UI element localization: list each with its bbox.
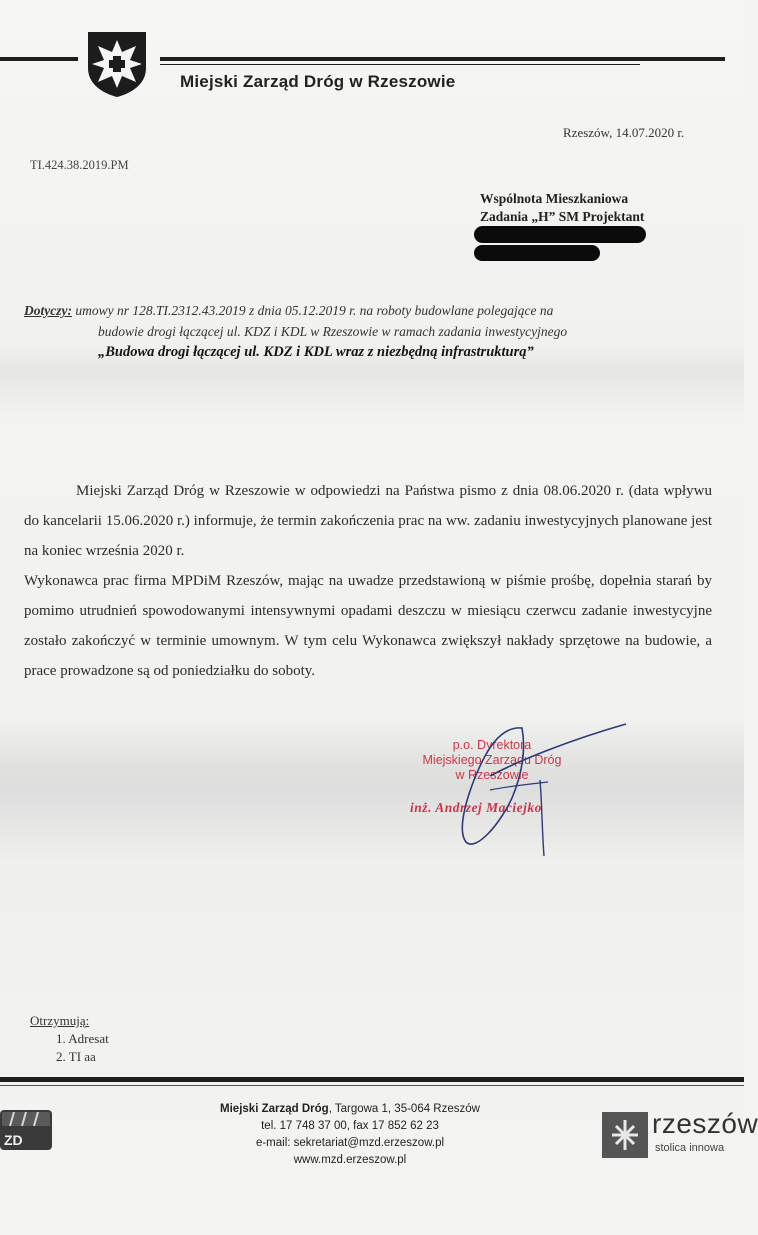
redaction-bar-2: [474, 245, 600, 261]
mzd-logo-text: ZD: [4, 1132, 23, 1148]
handwritten-signature: [430, 720, 630, 860]
recipients-item-1: 1. Adresat: [56, 1031, 109, 1046]
stamp-line-1: p.o. Dyrektora: [452, 738, 532, 752]
recipients-item-2: 2. TI aa: [56, 1049, 96, 1064]
stamp-line-3: w Rzeszowie: [455, 768, 529, 782]
footer-rule-thin: [0, 1085, 744, 1086]
footer-email[interactable]: e-mail: sekretariat@mzd.erzeszow.pl: [255, 1137, 445, 1149]
city-logo-text: rzeszów: [652, 1108, 758, 1139]
footer-contact: [150, 1101, 550, 1169]
letter-body: [24, 476, 712, 686]
footer-name: Miejski Zarząd Dróg: [220, 1103, 329, 1115]
stamp-name: inż. Andrzej Maciejko: [410, 800, 542, 815]
recipients-label: Otrzymują:: [30, 1013, 90, 1028]
city-logo-icon: [602, 1112, 648, 1158]
city-logo-subtitle: stolica innowa: [655, 1142, 725, 1154]
body-paragraph-2: Wykonawca prac firma MPDiM Rzeszów, mając na uwadze przedstawioną w piśmie prośbę, dopełnia starań by pomimo utrudnień spowodowanymi intensywnymi opadami deszczu w miesiącu czerwcu zadanie inwestycyjne zostało zakończyć w terminie umownym. W tym celu Wykonawca zwiększył nakłady sprzętowe na budowie, a prace prowadzone są od poniedziałku do soboty.: [24, 573, 712, 679]
regarding-label: Dotyczy:: [24, 303, 72, 318]
footer-website[interactable]: www.mzd.erzeszow.pl: [293, 1154, 407, 1166]
recipients-list: [30, 1012, 109, 1066]
recipient-line-2: Zadania „H” SM Projektant: [480, 209, 645, 224]
regarding-line-2: budowie drogi łączącej ul. KDZ i KDL w Rzeszowie w ramach zadania inwestycyjnego: [98, 324, 568, 339]
header-rule-left: [0, 57, 78, 61]
recipient-address: [480, 190, 644, 226]
mzd-logo-icon: [0, 1108, 54, 1154]
header-rule-thin: [160, 64, 640, 65]
regarding-line-3: „Budowa drogi łączącej ul. KDZ i KDL wraz z niezbędną infrastrukturą”: [98, 344, 534, 360]
body-paragraph-1: Miejski Zarząd Dróg w Rzeszowie w odpowiedzi na Państwa pismo z dnia 08.06.2020 r. (data wpływu do kancelarii 15.06.2020 r.) informuje, że termin zakończenia prac na ww. zadaniu inwestycyjnych planowane jest na koniec września 2020 r.: [24, 483, 712, 559]
reference-number: TI.424.38.2019.PM: [30, 158, 129, 172]
header-rule-right: [160, 57, 725, 61]
crest-logo-icon: [86, 30, 148, 98]
recipient-line-1: Wspólnota Mieszkaniowa: [480, 191, 629, 206]
footer-rule: [0, 1077, 744, 1082]
regarding-block: [24, 300, 724, 363]
institution-name: Miejski Zarząd Dróg w Rzeszowie: [180, 72, 456, 91]
regarding-line-1: umowy nr 128.TI.2312.43.2019 z dnia 05.12.2019 r. na roboty budowlane polegające na: [75, 303, 554, 318]
letter-date: Rzeszów, 14.07.2020 r.: [563, 125, 685, 140]
redaction-bar-1: [474, 226, 646, 243]
footer-address: , Targowa 1, 35-064 Rzeszów: [328, 1103, 480, 1115]
footer-phone: tel. 17 748 37 00, fax 17 852 62 23: [261, 1120, 439, 1132]
stamp-line-2: Miejskiego Zarządu Dróg: [422, 753, 562, 767]
